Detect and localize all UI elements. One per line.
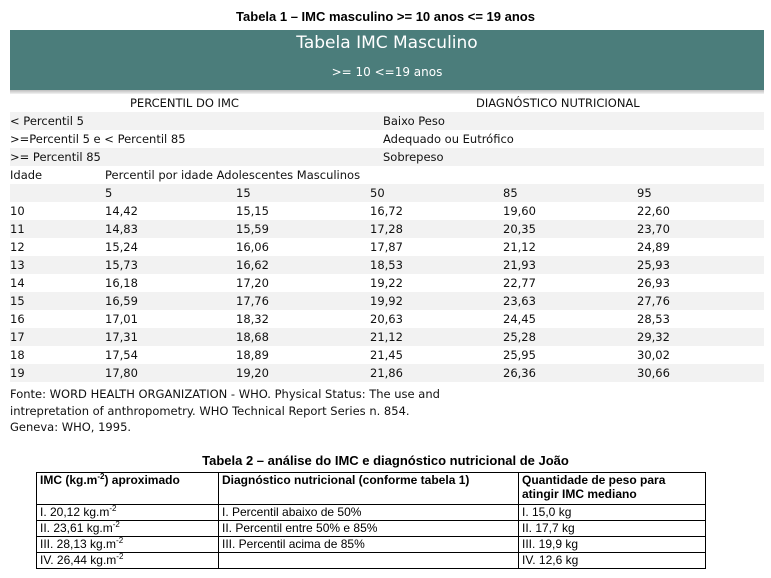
age-cell: 12 [10,240,25,254]
table-row [10,274,764,292]
table1-caption: Tabela 1 – IMC masculino >= 10 anos <= 19 anos [236,9,535,24]
value-cell: 20,63 [370,312,403,326]
age-label-row [10,166,764,184]
category-row [10,148,764,166]
diagnostico-cell [219,553,519,569]
age-cell: 16 [10,312,25,326]
header-percentil: PERCENTIL DO IMC [130,96,239,110]
value-cell: 17,20 [236,276,269,290]
value-cell: 16,06 [236,240,269,254]
diagnostico-cell: III. Percentil acima de 85% [219,537,519,553]
age-cell: 14 [10,276,25,290]
percentile-header: 5 [105,186,113,200]
age-cell: 15 [10,294,25,308]
quantidade-cell: IV. 12,6 kg [519,553,706,569]
value-cell: 21,12 [370,330,403,344]
value-cell: 26,36 [503,366,536,380]
value-cell: 16,72 [370,204,403,218]
age-cell: 11 [10,222,25,236]
value-cell: 24,89 [637,240,670,254]
value-cell: 18,89 [236,348,269,362]
quantidade-cell: III. 19,9 kg [519,537,706,553]
banner-subtitle: >= 10 <=19 anos [331,65,443,79]
table1-banner [10,30,764,90]
value-cell: 18,32 [236,312,269,326]
category-row [10,130,764,148]
value-cell: 19,22 [370,276,403,290]
value-cell: 15,59 [236,222,269,236]
value-cell: 17,28 [370,222,403,236]
value-cell: 30,66 [637,366,670,380]
value-cell: 23,70 [637,222,670,236]
header-imc: IMC $(kg.m^{-2})$ aproximado [37,473,219,505]
table2-body [37,505,706,569]
diagnostico-cell: I. Percentil abaixo de 50% [219,505,519,521]
table-row [37,505,706,521]
table-row [37,521,706,537]
age-cell: 17 [10,330,25,344]
imc-cell: I. 20,12 $kg.m^{-2}$ [37,505,219,521]
table2 [36,472,706,569]
table-row [10,292,764,310]
value-cell: 25,28 [503,330,536,344]
value-cell: 16,18 [105,276,138,290]
value-cell: 24,45 [503,312,536,326]
imc-cell: IV. 26,44 $kg.m^{-2}$ [37,553,219,569]
value-cell: 18,68 [236,330,269,344]
value-cell: 16,59 [105,294,138,308]
value-cell: 21,86 [370,366,403,380]
imc-cell: III. 28,13 $kg.m^{-2}$ [37,537,219,553]
diagnostico-cell: II. Percentil entre 50% e 85% [219,521,519,537]
value-cell: 17,87 [370,240,403,254]
percentile-header: 85 [503,186,518,200]
header-diagnostico: DIAGNÓSTICO NUTRICIONAL [476,96,640,110]
category-percentil: < Percentil 5 [10,114,84,128]
value-cell: 21,93 [503,258,536,272]
value-cell: 19,60 [503,204,536,218]
value-cell: 17,54 [105,348,138,362]
category-diagnostico: Adequado ou Eutrófico [383,132,514,146]
value-cell: 23,63 [503,294,536,308]
source-line: intrepretation of anthropometry. WHO Technical Report Series n. 854. [10,403,410,418]
value-cell: 15,73 [105,258,138,272]
value-cell: 29,32 [637,330,670,344]
header-quantidade-peso: Quantidade de peso para atingir IMC mediano [519,473,706,505]
table-row [10,202,764,220]
table-row [37,553,706,569]
percentile-header: 15 [236,186,251,200]
quantidade-cell: I. 15,0 kg [519,505,706,521]
table-row [10,328,764,346]
value-cell: 15,15 [236,204,269,218]
value-cell: 17,01 [105,312,138,326]
category-diagnostico: Sobrepeso [383,150,444,164]
table2-header-row [37,473,706,505]
category-percentil: >=Percentil 5 e < Percentil 85 [10,132,186,146]
value-cell: 21,45 [370,348,403,362]
age-label: Idade [10,168,43,182]
category-percentil: >= Percentil 85 [10,150,101,164]
value-cell: 30,02 [637,348,670,362]
value-cell: 22,60 [637,204,670,218]
banner-title: Tabela IMC Masculino [296,33,478,53]
value-cell: 28,53 [637,312,670,326]
category-row [10,112,764,130]
value-cell: 25,95 [503,348,536,362]
value-cell: 14,83 [105,222,138,236]
value-cell: 20,35 [503,222,536,236]
category-diagnostico: Baixo Peso [383,114,445,128]
source-line: Geneva: WHO, 1995. [10,420,132,434]
value-cell: 19,92 [370,294,403,308]
table1-source [10,386,764,436]
value-cell: 15,24 [105,240,138,254]
value-cell: 25,93 [637,258,670,272]
value-cell: 18,53 [370,258,403,272]
source-line: Fonte: WORD HEALTH ORGANIZATION - WHO. Physical Status: The use and [10,387,440,401]
age-cell: 13 [10,258,25,272]
value-cell: 26,93 [637,276,670,290]
age-cell: 18 [10,348,25,362]
table-row [10,346,764,364]
value-cell: 16,62 [236,258,269,272]
table-row [37,537,706,553]
table1-header-row [10,94,764,112]
value-cell: 21,12 [503,240,536,254]
value-cell: 27,76 [637,294,670,308]
age-cell: 10 [10,204,25,218]
percentile-header: 50 [370,186,385,200]
quantidade-cell: II. 17,7 kg [519,521,706,537]
header-diagnostico-nutricional: Diagnóstico nutricional (conforme tabela 1) [219,473,519,505]
imc-cell: II. 23,61 $kg.m^{-2}$ [37,521,219,537]
percentile-by-age-label: Percentil por idade Adolescentes Masculinos [105,168,361,182]
table-row [10,220,764,238]
table-row [10,238,764,256]
table2-caption: Tabela 2 – análise do IMC e diagnóstico nutricional de João [202,453,569,468]
value-cell: 17,31 [105,330,138,344]
table-row [10,256,764,274]
percentile-header: 95 [637,186,652,200]
table-row [10,364,764,382]
value-cell: 19,20 [236,366,269,380]
table-row [10,310,764,328]
value-cell: 14,42 [105,204,138,218]
percentile-header-row [10,184,764,202]
age-cell: 19 [10,366,25,380]
value-cell: 17,80 [105,366,138,380]
value-cell: 22,77 [503,276,536,290]
value-cell: 17,76 [236,294,269,308]
